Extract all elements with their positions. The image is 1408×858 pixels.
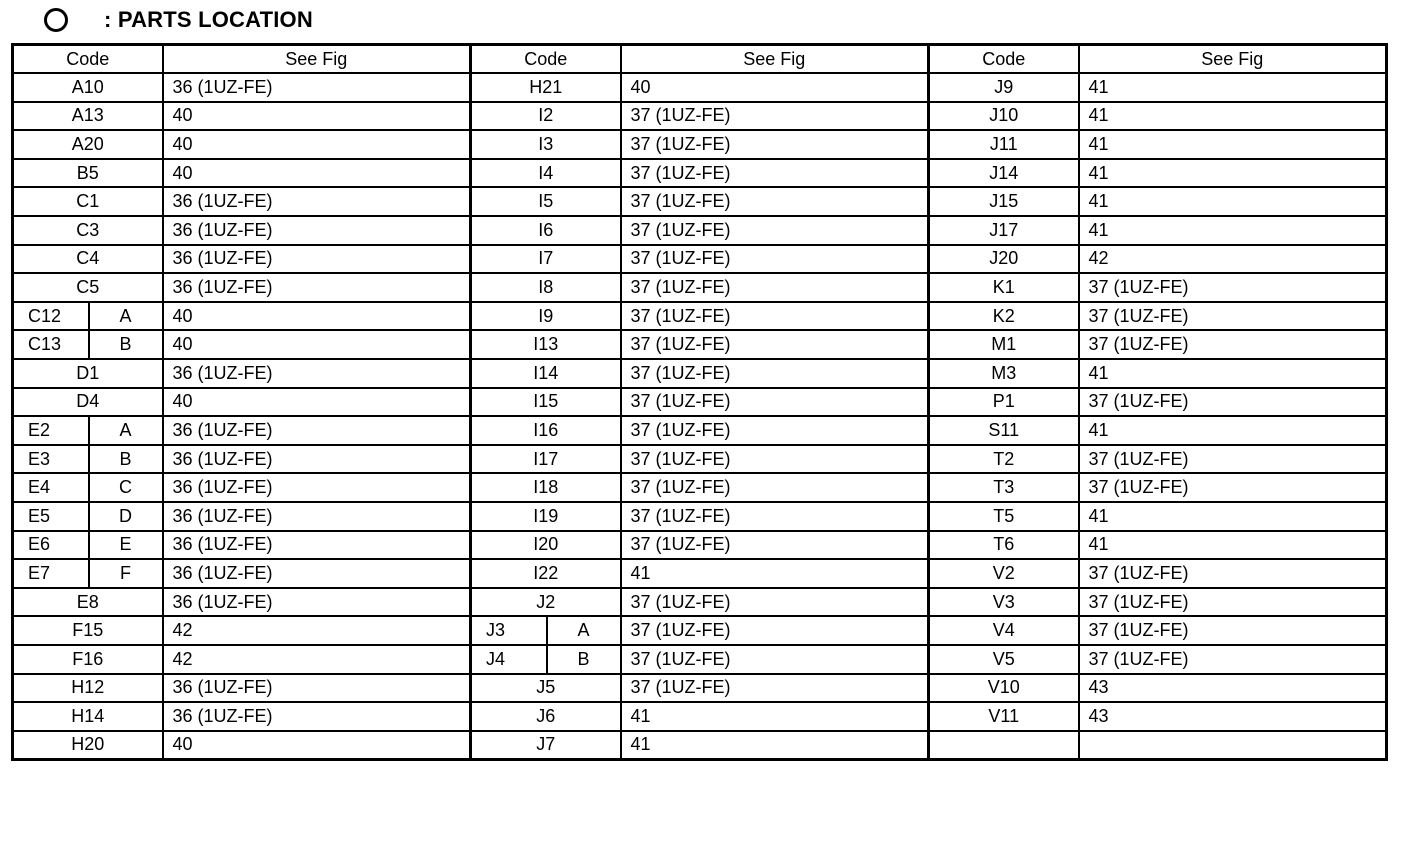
part-code: J9 — [929, 73, 1079, 102]
header-code: Code — [471, 45, 621, 74]
part-code: T5 — [929, 502, 1079, 531]
part-code: D4 — [13, 388, 163, 417]
part-code: S11 — [929, 416, 1079, 445]
header-code: Code — [929, 45, 1079, 74]
part-code: J17 — [929, 216, 1079, 245]
part-code: I3 — [471, 130, 621, 159]
see-fig-value: 37 (1UZ-FE) — [621, 216, 929, 245]
part-code-sub: B — [89, 330, 163, 359]
part-code: I4 — [471, 159, 621, 188]
title-bar — [44, 3, 313, 37]
table-row — [13, 559, 1387, 588]
see-fig-value: 42 — [1079, 245, 1387, 274]
part-code: E3 — [13, 445, 89, 474]
see-fig-value: 36 (1UZ-FE) — [163, 473, 471, 502]
part-code: E6 — [13, 531, 89, 560]
see-fig-value: 41 — [621, 731, 929, 760]
part-code: C4 — [13, 245, 163, 274]
header-row — [13, 45, 1387, 74]
table-row — [13, 302, 1387, 331]
part-code: C1 — [13, 187, 163, 216]
part-code: H20 — [13, 731, 163, 760]
table-row — [13, 531, 1387, 560]
part-code: T2 — [929, 445, 1079, 474]
see-fig-value: 37 (1UZ-FE) — [621, 445, 929, 474]
see-fig-value: 36 (1UZ-FE) — [163, 702, 471, 731]
part-code-sub: B — [89, 445, 163, 474]
part-code: K2 — [929, 302, 1079, 331]
see-fig-value: 41 — [1079, 531, 1387, 560]
see-fig-value: 40 — [163, 330, 471, 359]
part-code: F16 — [13, 645, 163, 674]
table-row — [13, 73, 1387, 102]
see-fig-value: 40 — [163, 302, 471, 331]
see-fig-value: 40 — [163, 731, 471, 760]
part-code-sub: B — [547, 645, 621, 674]
see-fig-value: 40 — [621, 73, 929, 102]
part-code: I18 — [471, 473, 621, 502]
see-fig-value: 36 (1UZ-FE) — [163, 502, 471, 531]
see-fig-value: 36 (1UZ-FE) — [163, 559, 471, 588]
part-code-sub: A — [89, 416, 163, 445]
header-see-fig: See Fig — [621, 45, 929, 74]
part-code: I14 — [471, 359, 621, 388]
part-code: F15 — [13, 616, 163, 645]
part-code: C5 — [13, 273, 163, 302]
part-code: I6 — [471, 216, 621, 245]
part-code: V10 — [929, 674, 1079, 703]
see-fig-value: 36 (1UZ-FE) — [163, 531, 471, 560]
parts-location-table — [11, 43, 1388, 761]
header-see-fig: See Fig — [1079, 45, 1387, 74]
part-code: I16 — [471, 416, 621, 445]
part-code: I20 — [471, 531, 621, 560]
part-code: J11 — [929, 130, 1079, 159]
see-fig-value: 41 — [1079, 159, 1387, 188]
see-fig-value: 37 (1UZ-FE) — [1079, 273, 1387, 302]
table-row — [13, 502, 1387, 531]
see-fig-value: 37 (1UZ-FE) — [621, 359, 929, 388]
see-fig-value: 40 — [163, 388, 471, 417]
part-code: J4 — [471, 645, 547, 674]
table-row — [13, 616, 1387, 645]
see-fig-value: 37 (1UZ-FE) — [621, 588, 929, 617]
see-fig-value: 37 (1UZ-FE) — [1079, 645, 1387, 674]
part-code: H12 — [13, 674, 163, 703]
part-code: I2 — [471, 102, 621, 131]
part-code: V4 — [929, 616, 1079, 645]
part-code: E8 — [13, 588, 163, 617]
table-row — [13, 588, 1387, 617]
part-code-sub: A — [547, 616, 621, 645]
see-fig-value: 37 (1UZ-FE) — [621, 130, 929, 159]
see-fig-value: 41 — [1079, 502, 1387, 531]
circle-icon — [44, 8, 68, 32]
see-fig-value: 43 — [1079, 702, 1387, 731]
table-row — [13, 102, 1387, 131]
table-row — [13, 359, 1387, 388]
see-fig-value: 41 — [1079, 102, 1387, 131]
part-code-sub: E — [89, 531, 163, 560]
see-fig-value: 37 (1UZ-FE) — [621, 473, 929, 502]
table-row — [13, 159, 1387, 188]
part-code: M1 — [929, 330, 1079, 359]
part-code: E7 — [13, 559, 89, 588]
table-row — [13, 187, 1387, 216]
see-fig-value — [1079, 731, 1387, 760]
see-fig-value: 36 (1UZ-FE) — [163, 187, 471, 216]
see-fig-value: 41 — [1079, 187, 1387, 216]
see-fig-value: 37 (1UZ-FE) — [621, 330, 929, 359]
see-fig-value: 40 — [163, 159, 471, 188]
see-fig-value: 37 (1UZ-FE) — [621, 388, 929, 417]
see-fig-value: 37 (1UZ-FE) — [1079, 445, 1387, 474]
part-code: C3 — [13, 216, 163, 245]
see-fig-value: 36 (1UZ-FE) — [163, 445, 471, 474]
table-row — [13, 330, 1387, 359]
table-row — [13, 445, 1387, 474]
part-code: P1 — [929, 388, 1079, 417]
see-fig-value: 37 (1UZ-FE) — [621, 302, 929, 331]
see-fig-value: 37 (1UZ-FE) — [1079, 388, 1387, 417]
part-code: J14 — [929, 159, 1079, 188]
table-row — [13, 273, 1387, 302]
part-code: I5 — [471, 187, 621, 216]
see-fig-value: 41 — [621, 559, 929, 588]
see-fig-value: 37 (1UZ-FE) — [1079, 616, 1387, 645]
see-fig-value: 37 (1UZ-FE) — [621, 273, 929, 302]
part-code: C12 — [13, 302, 89, 331]
see-fig-value: 41 — [1079, 73, 1387, 102]
table-row — [13, 674, 1387, 703]
see-fig-value: 37 (1UZ-FE) — [621, 674, 929, 703]
part-code: J7 — [471, 731, 621, 760]
part-code-sub: F — [89, 559, 163, 588]
part-code: J3 — [471, 616, 547, 645]
see-fig-value: 37 (1UZ-FE) — [621, 531, 929, 560]
see-fig-value: 36 (1UZ-FE) — [163, 674, 471, 703]
see-fig-value: 36 (1UZ-FE) — [163, 588, 471, 617]
part-code: C13 — [13, 330, 89, 359]
part-code: J6 — [471, 702, 621, 731]
table-row — [13, 216, 1387, 245]
part-code: J2 — [471, 588, 621, 617]
part-code: T6 — [929, 531, 1079, 560]
table-row — [13, 245, 1387, 274]
table-row — [13, 731, 1387, 760]
part-code — [929, 731, 1079, 760]
table-row — [13, 130, 1387, 159]
header-see-fig: See Fig — [163, 45, 471, 74]
part-code: V11 — [929, 702, 1079, 731]
see-fig-value: 42 — [163, 616, 471, 645]
part-code: I15 — [471, 388, 621, 417]
table-row — [13, 702, 1387, 731]
part-code: T3 — [929, 473, 1079, 502]
table-row — [13, 473, 1387, 502]
part-code: J15 — [929, 187, 1079, 216]
see-fig-value: 41 — [1079, 130, 1387, 159]
see-fig-value: 37 (1UZ-FE) — [621, 645, 929, 674]
table-row — [13, 416, 1387, 445]
part-code: V2 — [929, 559, 1079, 588]
part-code: H21 — [471, 73, 621, 102]
see-fig-value: 36 (1UZ-FE) — [163, 416, 471, 445]
see-fig-value: 37 (1UZ-FE) — [621, 159, 929, 188]
see-fig-value: 37 (1UZ-FE) — [621, 245, 929, 274]
see-fig-value: 40 — [163, 102, 471, 131]
see-fig-value: 37 (1UZ-FE) — [1079, 559, 1387, 588]
part-code: E4 — [13, 473, 89, 502]
part-code: I17 — [471, 445, 621, 474]
part-code: K1 — [929, 273, 1079, 302]
part-code: V3 — [929, 588, 1079, 617]
see-fig-value: 42 — [163, 645, 471, 674]
see-fig-value: 41 — [1079, 416, 1387, 445]
part-code: I19 — [471, 502, 621, 531]
see-fig-value: 36 (1UZ-FE) — [163, 216, 471, 245]
see-fig-value: 37 (1UZ-FE) — [1079, 330, 1387, 359]
see-fig-value: 37 (1UZ-FE) — [621, 416, 929, 445]
page-title: : PARTS LOCATION — [104, 7, 313, 32]
part-code: A10 — [13, 73, 163, 102]
see-fig-value: 36 (1UZ-FE) — [163, 359, 471, 388]
part-code: E2 — [13, 416, 89, 445]
see-fig-value: 37 (1UZ-FE) — [621, 187, 929, 216]
see-fig-value: 36 (1UZ-FE) — [163, 245, 471, 274]
see-fig-value: 37 (1UZ-FE) — [1079, 302, 1387, 331]
part-code-sub: C — [89, 473, 163, 502]
part-code-sub: D — [89, 502, 163, 531]
part-code: B5 — [13, 159, 163, 188]
part-code: I22 — [471, 559, 621, 588]
part-code: I8 — [471, 273, 621, 302]
see-fig-value: 41 — [1079, 359, 1387, 388]
see-fig-value: 37 (1UZ-FE) — [1079, 473, 1387, 502]
see-fig-value: 40 — [163, 130, 471, 159]
see-fig-value: 37 (1UZ-FE) — [1079, 588, 1387, 617]
see-fig-value: 36 (1UZ-FE) — [163, 273, 471, 302]
see-fig-value: 37 (1UZ-FE) — [621, 502, 929, 531]
part-code: I7 — [471, 245, 621, 274]
part-code: E5 — [13, 502, 89, 531]
part-code: A13 — [13, 102, 163, 131]
part-code: I9 — [471, 302, 621, 331]
table-row — [13, 645, 1387, 674]
part-code: A20 — [13, 130, 163, 159]
part-code: J10 — [929, 102, 1079, 131]
see-fig-value: 43 — [1079, 674, 1387, 703]
part-code: I13 — [471, 330, 621, 359]
see-fig-value: 37 (1UZ-FE) — [621, 616, 929, 645]
part-code: J5 — [471, 674, 621, 703]
part-code: M3 — [929, 359, 1079, 388]
part-code: D1 — [13, 359, 163, 388]
see-fig-value: 36 (1UZ-FE) — [163, 73, 471, 102]
see-fig-value: 41 — [1079, 216, 1387, 245]
part-code: J20 — [929, 245, 1079, 274]
part-code-sub: A — [89, 302, 163, 331]
see-fig-value: 37 (1UZ-FE) — [621, 102, 929, 131]
part-code: V5 — [929, 645, 1079, 674]
see-fig-value: 41 — [621, 702, 929, 731]
part-code: H14 — [13, 702, 163, 731]
table-row — [13, 388, 1387, 417]
header-code: Code — [13, 45, 163, 74]
